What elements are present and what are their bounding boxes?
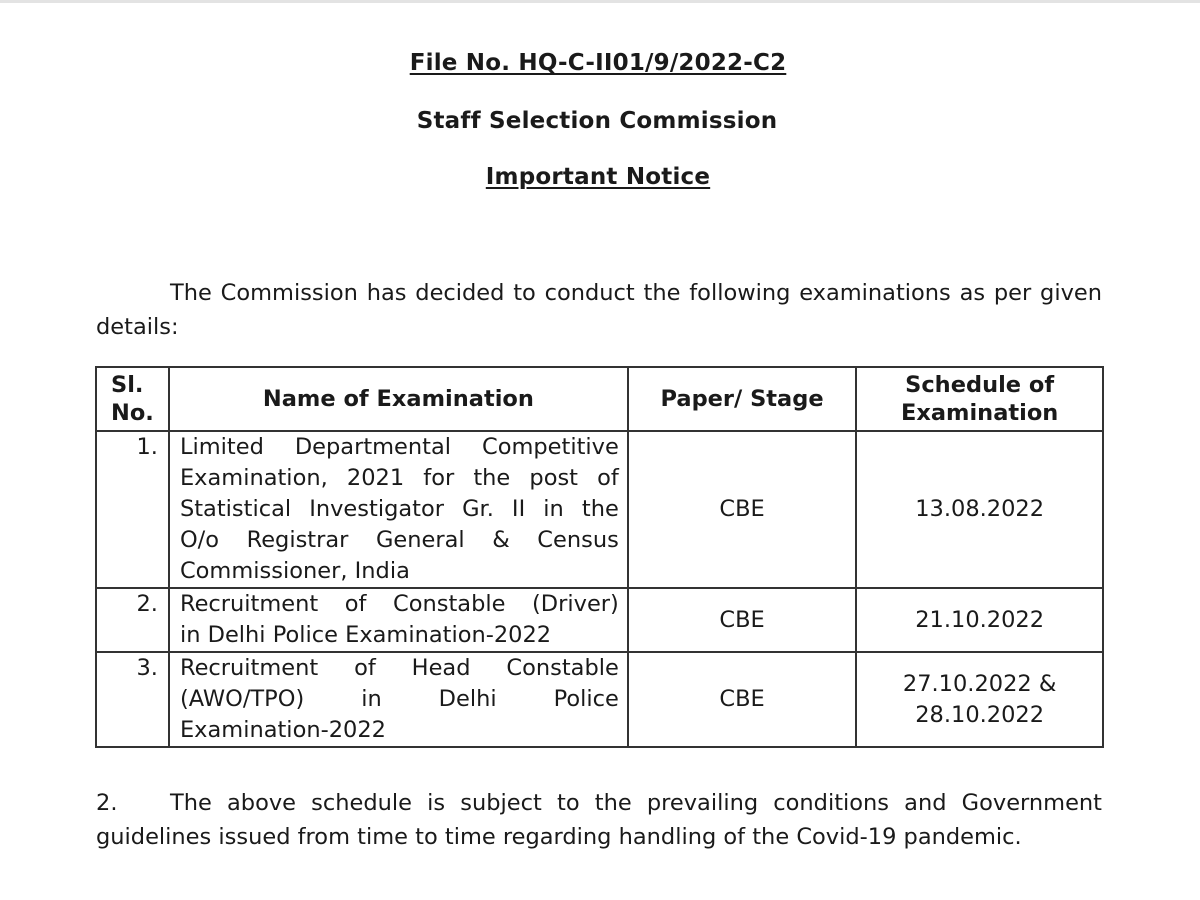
schedule-date: 21.10.2022: [915, 606, 1045, 633]
schedule-date: 27.10.2022 &: [902, 670, 1057, 697]
paragraph-2: [96, 786, 1102, 854]
exam-name-line: Recruitment of Head Constable: [179, 655, 619, 681]
row-serial-number: 1.: [96, 431, 169, 588]
row-paper-stage: CBE: [628, 431, 856, 588]
row-paper-stage: CBE: [628, 652, 856, 747]
row-schedule: [856, 431, 1103, 588]
examination-schedule-table: [95, 366, 1104, 748]
header-paper-stage: Paper/ Stage: [628, 367, 856, 431]
table-row: [96, 431, 1103, 588]
row-exam-name: [169, 431, 628, 588]
file-number-text: File No. HQ-C-II01/9/2022-C2: [409, 50, 787, 76]
page-top-border: [0, 0, 1200, 3]
header-schedule-line-2: Examination: [900, 400, 1059, 426]
row-schedule: [856, 588, 1103, 652]
row-paper-stage: CBE: [628, 588, 856, 652]
row-exam-name: [169, 652, 628, 747]
schedule-date: 13.08.2022: [915, 496, 1045, 522]
notice-title-heading: [0, 164, 1198, 190]
row-serial-number: 3.: [96, 652, 169, 747]
row-schedule: [856, 652, 1103, 747]
header-schedule: [856, 367, 1103, 431]
row-exam-name: [169, 588, 628, 652]
table-row: [96, 652, 1103, 747]
header-schedule-line-1: Schedule of: [905, 372, 1055, 398]
header-no-line: No.: [111, 400, 154, 426]
exam-name-line: Commissioner, India: [179, 558, 410, 584]
schedule-date: 28.10.2022: [915, 701, 1045, 728]
exam-name-line: O/o Registrar General & Census: [179, 527, 619, 553]
exam-name-line: Recruitment of Constable (Driver): [179, 591, 619, 617]
notice-title-text: Important Notice: [485, 164, 711, 190]
exam-name-line: Examination, 2021 for the post of: [179, 465, 619, 491]
header-serial-number: [96, 367, 169, 431]
intro-paragraph: The Commission has decided to conduct the following examinations as per given details:: [96, 280, 1102, 340]
exam-name-line: (AWO/TPO) in Delhi Police: [179, 686, 619, 712]
exam-name-line: in Delhi Police Examination-2022: [179, 622, 552, 648]
table-header-row: [96, 367, 1103, 431]
exam-name-line: Examination-2022: [179, 717, 386, 743]
paragraph-2-number: 2.: [96, 790, 118, 816]
file-number-heading: [0, 50, 1198, 76]
row-serial-number: 2.: [96, 588, 169, 652]
exam-name-line: Limited Departmental Competitive: [179, 434, 619, 460]
paragraph-2-text: The above schedule is subject to the prevailing conditions and Government guidelines issued from time to time regarding handling of the Covid-19 pandemic.: [96, 790, 1102, 850]
header-sl-line: Sl.: [111, 372, 144, 398]
exam-name-line: Statistical Investigator Gr. II in the: [179, 496, 619, 522]
organization-heading: Staff Selection Commission: [416, 108, 778, 134]
table-row: [96, 588, 1103, 652]
header-exam-name: Name of Examination: [169, 367, 628, 431]
